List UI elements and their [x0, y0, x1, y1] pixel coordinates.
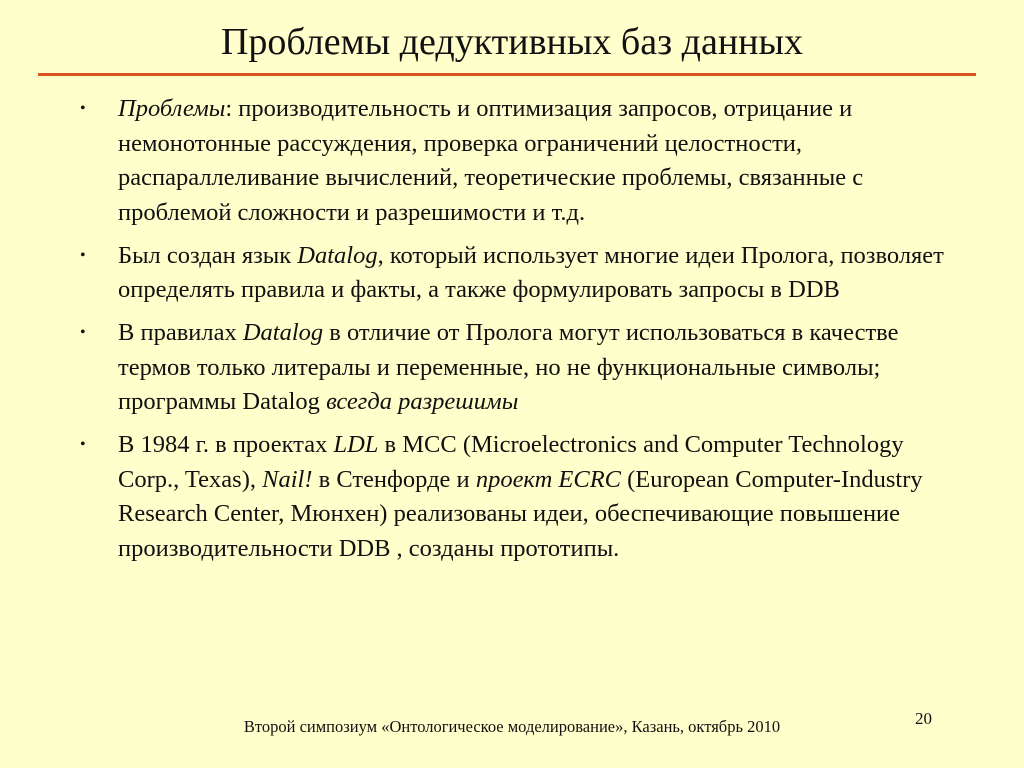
- bullet-icon: •: [80, 324, 86, 341]
- bullet-text: [118, 242, 944, 304]
- bullet-text-run: (European Computer-Industry Research Center, Мюнхен) реализованы идеи, обеспечивающие повышение производительности DDB , созданы прототипы.: [118, 465, 923, 562]
- bullet-text: [118, 431, 923, 562]
- slide-footer: Второй симпозиум «Онтологическое моделирование», Казань, октябрь 2010: [243, 717, 781, 736]
- bullet-text-run: Nail!: [262, 465, 313, 493]
- bullet-text-run: В 1984 г. в проектах: [118, 431, 334, 458]
- bullet-text-run: в отличие от Пролога могут использоваться в качестве термов только литералы и переменные, но не функциональные символы; программы Datalog: [118, 319, 899, 415]
- bullet-icon: •: [80, 246, 86, 264]
- bullet-item: [80, 316, 960, 420]
- bullet-item: [80, 92, 960, 230]
- bullet-item: [80, 428, 960, 566]
- bullet-icon: •: [80, 100, 86, 117]
- bullet-text-run: Datalog: [242, 319, 324, 346]
- bullet-text-run: всегда разрешимы: [326, 388, 519, 415]
- bullet-text-run: LDL: [333, 431, 379, 458]
- bullet-icon: •: [80, 436, 86, 453]
- bullet-text-run: Проблемы: [118, 95, 226, 122]
- bullet-text-run: в Стенфорде и: [312, 465, 476, 493]
- bullet-text-run: Datalog: [297, 241, 378, 269]
- slide-title: Проблемы дедуктивных баз данных: [220, 21, 804, 63]
- bullet-text-run: , который использует многие идеи Пролога, позволяет определять правила и факты, а также формулировать запросы в DDB: [118, 241, 944, 303]
- bullet-text-run: В правилах: [118, 319, 243, 346]
- title-underline: [38, 73, 976, 76]
- bullet-text: [118, 319, 898, 415]
- bullet-text-run: проект ECRC: [475, 465, 622, 493]
- bullet-text-run: Был создан язык: [118, 241, 298, 269]
- bullet-text-run: : производительность и оптимизация запросов, отрицание и немонотонные рассуждения, проверка ограничений целостности, распараллеливание вычислений, теоретические проблемы, связанные с проблемой сложности и разрешимости и т.д.: [118, 95, 864, 226]
- bullet-item: [80, 239, 960, 308]
- bullet-list: [80, 92, 960, 575]
- page-number: 20: [915, 709, 932, 728]
- bullet-text: [118, 95, 863, 226]
- bullet-text-run: в MCC (Microelectronics and Computer Technology Corp., Texas),: [118, 431, 904, 493]
